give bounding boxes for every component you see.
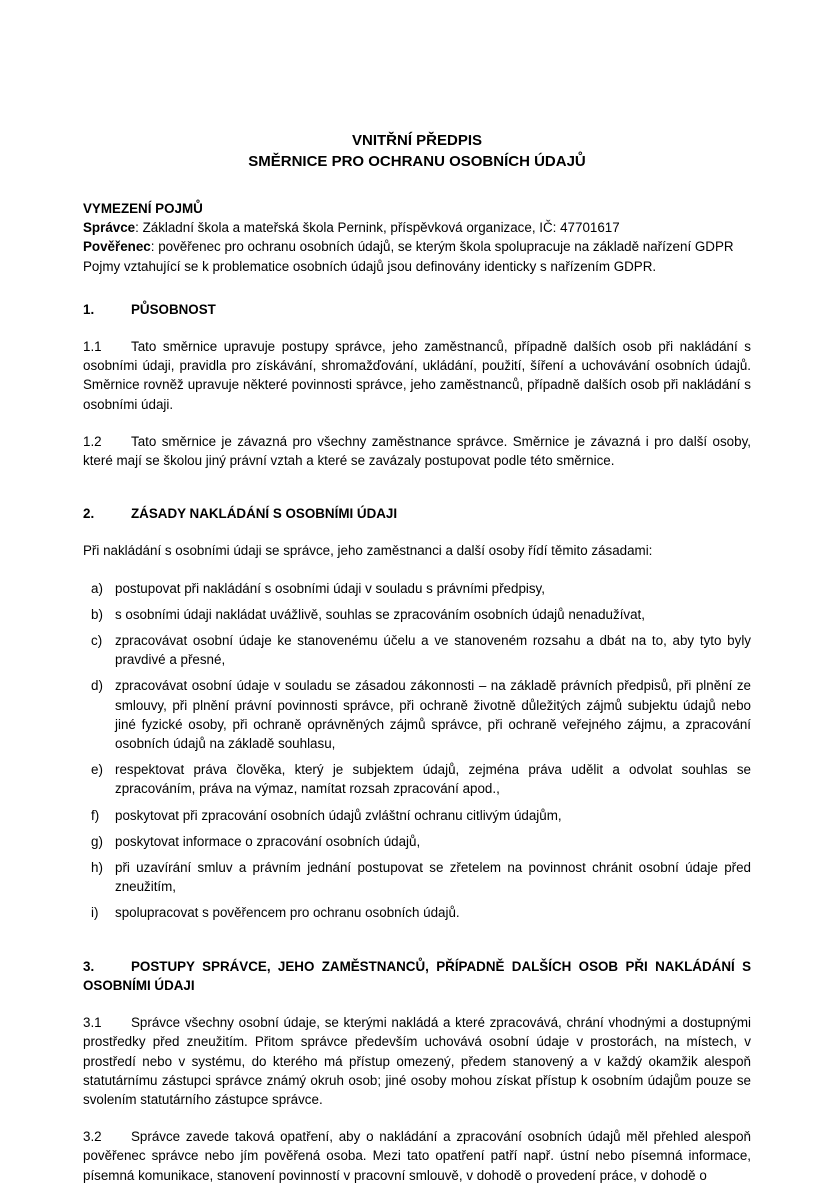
definitions-block [83,199,751,276]
title-line-1: VNITŘNÍ PŘEDPIS [351,132,483,149]
list-item [83,760,751,798]
poverenec-text: : pověřenec pro ochranu osobních údajů, se kterým škola spolupracuje na základě nařízení GDPR [150,239,734,255]
list-item-text: při uzavírání smluv a právním jednání postupovat se zřetelem na povinnost chránit osobní údaje před zneužitím, [115,860,751,895]
spravce-text: : Základní škola a mateřská škola Pernink, příspěvková organizace, IČ: 47701617 [135,220,620,236]
list-item-label: c) [91,633,103,649]
paragraph-1-1-number: 1.1 [83,339,102,355]
list-item-text: poskytovat při zpracování osobních údajů zvláštní ochranu citlivým údajům, [115,807,562,823]
section-1-title: PŮSOBNOST [131,301,216,317]
section-2-title: ZÁSADY NAKLÁDÁNÍ S OSOBNÍMI ÚDAJI [131,506,398,522]
list-item [83,579,751,598]
principles-list [83,579,751,923]
list-item [83,605,751,624]
section-2-heading [83,504,751,523]
section-3-number: 3. [83,958,95,974]
definitions-heading: VYMEZENÍ POJMŮ [83,201,203,216]
section-2-number: 2. [83,506,95,522]
list-item-text: respektovat práva člověka, který je subjektem údajů, zejména práva udělit a odvolat souhlas se zpracováním, práva na výmaz, namítat rozsah zpracování apod., [115,762,751,797]
poverenec-label: Pověřenec [83,239,151,255]
list-item [83,676,751,753]
section-3-heading [83,957,751,995]
list-item-label: i) [91,905,99,921]
paragraph-1-2-text: Tato směrnice je závazná pro všechny zaměstnance správce. Směrnice je závazná i pro další osoby, které mají se školou jiný právní vztah a které se zavázaly postupovat podle této směrnice. [83,433,751,469]
list-item-label: e) [91,762,103,778]
list-item-text: postupovat při nakládání s osobními údaji v souladu s právními předpisy, [115,580,545,596]
list-item [83,806,751,825]
list-item-label: d) [91,678,103,694]
paragraph-3-1-text: Správce všechny osobní údaje, se kterými nakládá a které zpracovává, chrání vhodnými a dostupnými prostředky před zneužitím. Přitom správce především uchovává osobní údaje v prostorách, na místech, v prostředí nebo v systému, do kterého má přístup omezený, předem stanovený a v každý okamžik alespoň statutárnímu zástupci správce známý okruh osob; jiné osoby mohou získat přístup k osobním údajům pouze se svolením statutárního zástupce správce. [83,1015,751,1107]
list-item-text: spolupracovat s pověřencem pro ochranu osobních údajů. [115,905,460,921]
list-item-label: b) [91,606,103,622]
title-line-2: SMĚRNICE PRO OCHRANU OSOBNÍCH ÚDAJŮ [248,153,586,170]
paragraph-3-2-text: Správce zavede taková opatření, aby o nakládání a zpracování osobních údajů měl přehled alespoň pověřenec správce nebo jím pověřená osoba. Mezi tato opatření patří např. ústní nebo písemná informace, písemná komunikace, stanovení povinností v pracovní smlouvě, v dohodě o provedení práce, v dohodě o [83,1129,751,1183]
definition-spravce [83,218,751,237]
section-1-number: 1. [83,301,95,317]
paragraph-3-1-number: 3.1 [83,1015,102,1031]
paragraph-1-2 [83,432,751,470]
list-item-label: f) [91,807,100,823]
definition-poverenec [83,237,751,256]
list-item-text: poskytovat informace o zpracování osobních údajů, [115,833,421,849]
list-item-text: zpracovávat osobní údaje ke stanovenému účelu a ve stanoveném rozsahu a dbát na to, aby tyto byly pravdivé a přesné, [115,633,751,668]
document-page [83,130,751,1185]
spravce-label: Správce [83,220,136,236]
list-item-text: zpracovávat osobní údaje v souladu se zásadou zákonnosti – na základě právních předpisů, při plnění ze smlouvy, při plnění právní povinnosti správce, při ochraně životně důležitých zájmů subjektu údajů nebo jiné fyzické osoby, při ochraně oprávněných zájmů správce, při ochraně veřejného zájmu, a zpracování osobních údajů na základě souhlasu, [115,678,751,752]
list-item [83,631,751,669]
list-item-label: a) [91,580,103,596]
paragraph-1-2-number: 1.2 [83,433,102,449]
paragraph-3-2-number: 3.2 [83,1129,102,1145]
list-item [83,832,751,851]
paragraph-1-1 [83,337,751,414]
list-item [83,858,751,896]
list-item [83,903,751,922]
document-title [83,130,751,172]
section-2-intro: Při nakládání s osobními údaji se správce, jeho zaměstnanci a další osoby řídí těmito zásadami: [83,543,653,559]
paragraph-3-1 [83,1013,751,1109]
section-1-heading [83,300,751,319]
list-item-text: s osobními údaji nakládat uvážlivě, souhlas se zpracováním osobních údajů nenadužívat, [115,606,645,622]
definitions-note: Pojmy vztahující se k problematice osobních údajů jsou definovány identicky s nařízením GDPR. [83,258,657,274]
list-item-label: g) [91,833,103,849]
section-3-title: POSTUPY SPRÁVCE, JEHO ZAMĚSTNANCŮ, PŘÍPADNĚ DALŠÍCH OSOB PŘI NAKLÁDÁNÍ S OSOBNÍMI ÚDAJI [83,958,751,993]
paragraph-1-1-text: Tato směrnice upravuje postupy správce, jeho zaměstnanců, případně dalších osob při nakládání s osobními údaji, pravidla pro získávání, shromažďování, ukládání, použití, šíření a uchovávání osobních údajů. Směrnice rovněž upravuje některé povinnosti správce, jeho zaměstnanců, případně dalších osob při nakládání s osobními údaji. [83,339,751,412]
paragraph-3-2 [83,1127,751,1185]
list-item-label: h) [91,860,103,876]
